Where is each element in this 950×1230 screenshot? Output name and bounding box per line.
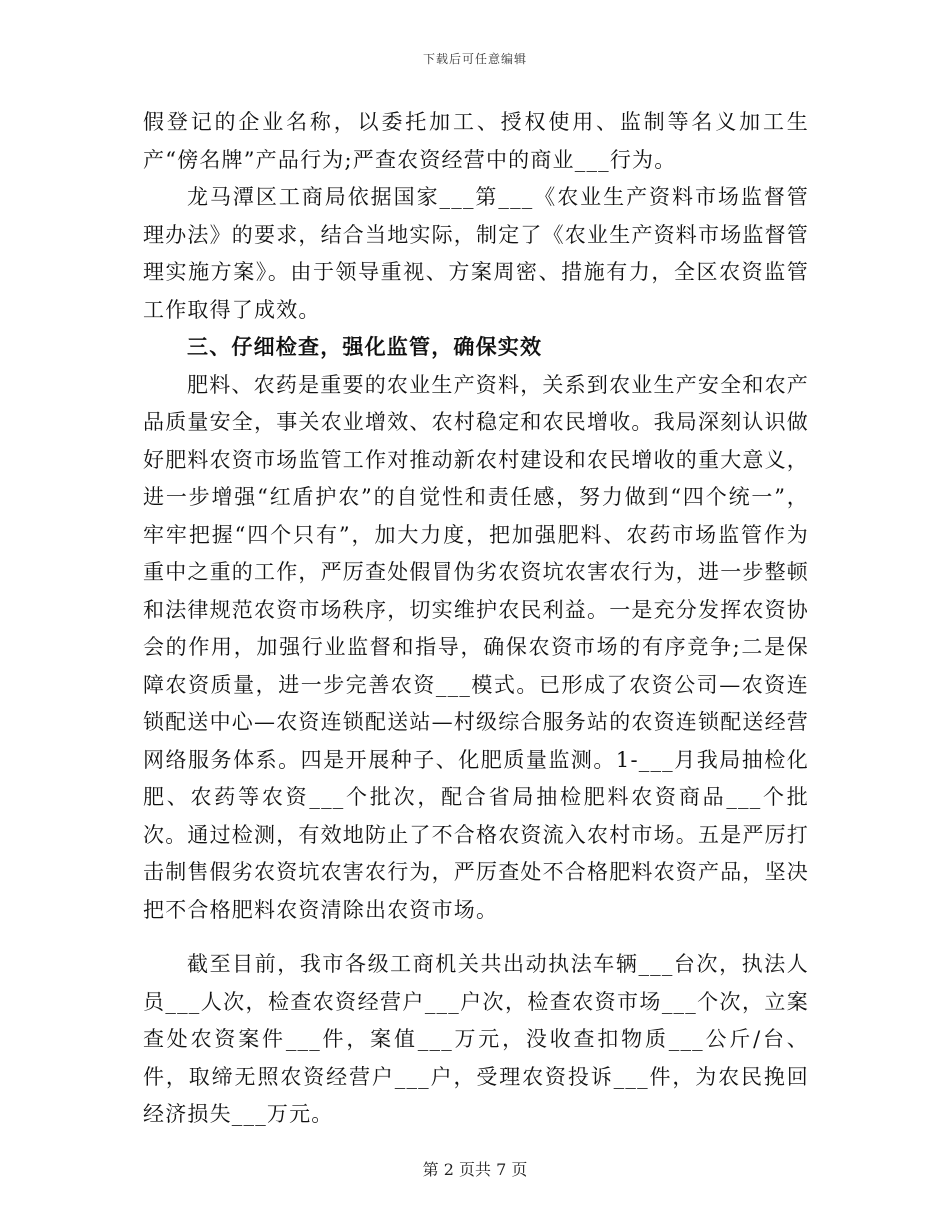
paragraph-inspection: 肥料、农药是重要的农业生产资料，关系到农业生产安全和农产品质量安全，事关农业增效、农村稳定和农民增收。我局深刻认识做好肥料农资市场监管工作对推动新农村建设和农民增收的重大意义，进一步增强“红盾护农”的自觉性和责任感，努力做到“四个统一”，牢牢把握“四个只有”，加大力度，把加强肥料、农药市场监管作为重中之重的工作，严厉查处假冒伪劣农资坑农害农行为，进一步整顿和法律规范农资市场秩序，切实维护农民利益。一是充分发挥农资协会的作用，加强行业监督和指导，确保农资市场的有序竞争;二是保障农资质量，进一步完善农资___模式。已形成了农资公司—农资连锁配送中心—农资连锁配送站—村级综合服务站的农资连锁配送经营网络服务体系。四是开展种子、化肥质量监测。1-___月我局抽检化肥、农药等农资___个批次，配合省局抽检肥料农资商品___个批次。通过检测，有效地防止了不合格农资流入农村市场。五是严厉打击制售假劣农资坑农害农行为，严厉查处不合格肥料农资产品，坚决把不合格肥料农资清除出农资市场。 xyxy=(143,372,809,922)
page-footer: 第 2 页共 7 页 xyxy=(422,1160,528,1179)
document-body xyxy=(143,104,809,1134)
paragraph-gap xyxy=(143,929,809,946)
page-header: 下载后可任意编辑 xyxy=(422,52,527,66)
paragraph-statistics: 截至目前，我市各级工商机关共出动执法车辆___台次，执法人员___人次，检查农资经营户___户次，检查农资市场___个次，立案查处农资案件___件，案值___万元，没收查扣物质___公斤/台、件，取缔无照农资经营户___户，受理农资投诉___件，为农民挽回经济损失___万元。 xyxy=(143,952,809,1126)
paragraph-continued: 假登记的企业名称，以委托加工、授权使用、监制等名义加工生产“傍名牌”产品行为;严查农资经营中的商业___行为。 xyxy=(143,110,809,172)
section-heading: 三、仔细检查，强化监管，确保实效 xyxy=(187,335,543,359)
paragraph-regulation: 龙马潭区工商局依据国家___第___《农业生产资料市场监督管理办法》的要求，结合当地实际，制定了《农业生产资料市场监督管理实施方案》。由于领导重视、方案周密、措施有力，全区农资监管工作取得了成效。 xyxy=(143,185,809,322)
